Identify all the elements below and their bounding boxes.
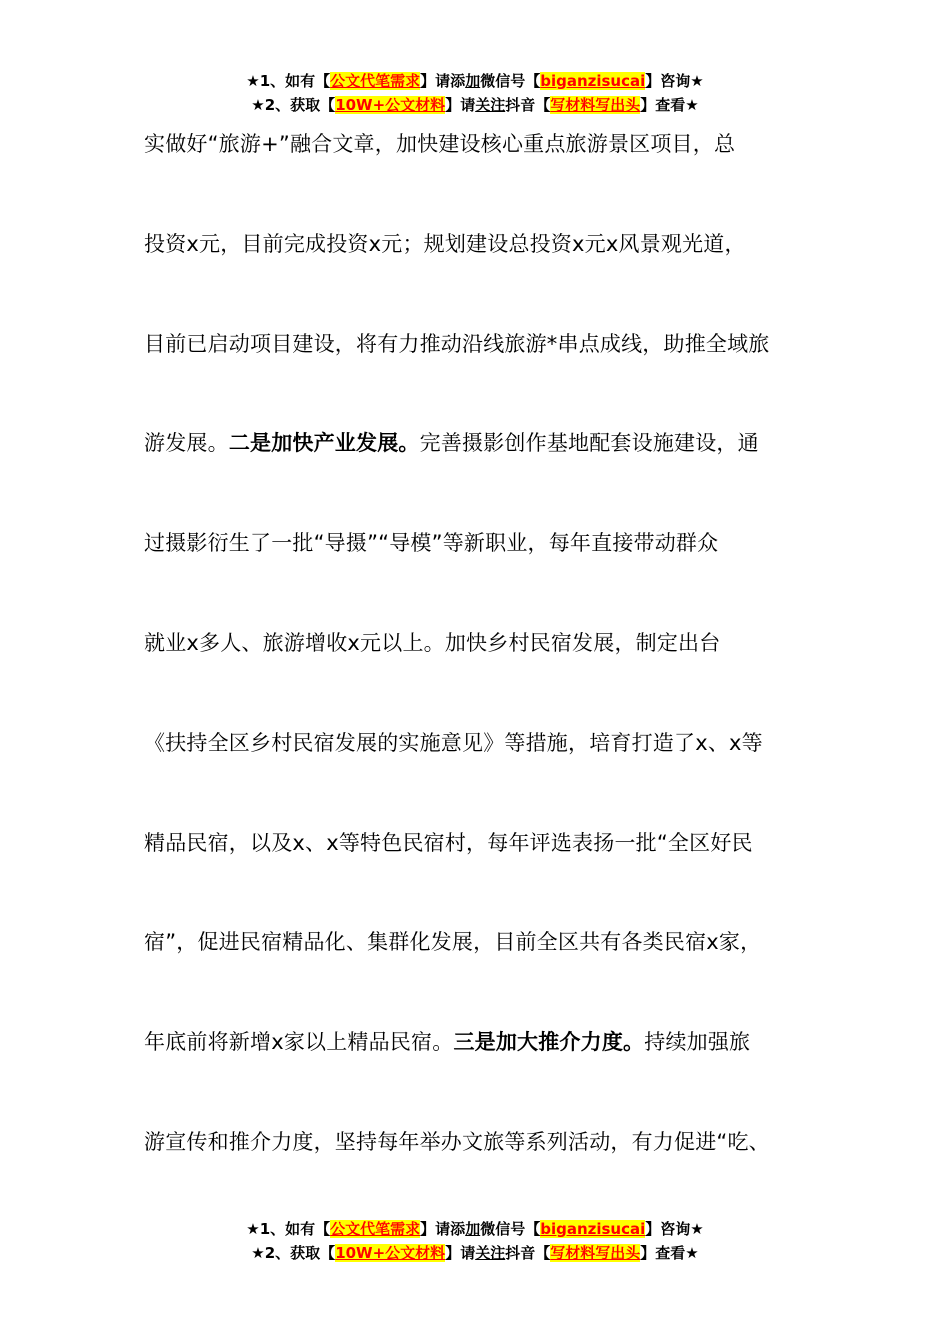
body-text-run: 精品民宿，以及x、x等特色民宿村，每年评选表扬一批“全区好民 [144,830,753,855]
body-text-run: 就业x多人、旅游增收x元以上。加快乡村民宿发展，制定出台 [144,630,721,655]
text-line [144,818,812,918]
text-line [144,518,812,618]
banner-line-1 [0,1217,950,1241]
highlight-service: 公文代笔需求 [330,72,421,90]
highlight-materials: 10W+公文材料 [335,1244,446,1262]
highlight-materials: 10W+公文材料 [335,96,446,114]
bold-heading-text: 二是加快产业发展。 [228,431,420,456]
banner-line-1 [0,69,950,93]
text-line [144,119,812,219]
banner-underlined-text: 关注 [475,1244,506,1262]
banner-text: 微信号【 [480,72,541,90]
banner-text: 】咨询★ [645,72,704,90]
banner-text: 抖音【 [505,1244,551,1262]
text-line [144,718,812,818]
banner-text: 抖音【 [505,96,551,114]
body-text-run: 过摄影衍生了一批“导摄”“导模”等新职业，每年直接带动群众 [144,531,719,556]
banner-text: ★1、如有【 [246,1220,331,1238]
text-line [144,1117,812,1217]
text-line [144,219,812,319]
highlight-wechat-id: biganzisucai [540,1220,646,1238]
banner-line-2 [0,93,950,117]
highlight-wechat-id: biganzisucai [540,72,646,90]
text-line [144,917,812,1017]
text-line [144,418,812,518]
banner-underlined-text: 关注 [475,96,506,114]
banner-text: 】查看★ [640,96,699,114]
body-text-run: 《扶持全区乡村民宿发展的实施意见》等措施，培育打造了x、x等 [144,730,763,755]
text-line [144,1017,812,1117]
footer-banner [0,1217,950,1265]
banner-text: 】请 [445,1244,476,1262]
highlight-service: 公文代笔需求 [330,1220,421,1238]
banner-text: 】请 [445,96,476,114]
text-line [144,319,812,419]
body-text-run: 实做好“旅游+”融合文章，加快建设核心重点旅游景区项目，总 [144,132,736,156]
banner-line-2 [0,1241,950,1265]
banner-underlined-text: 加 [465,72,481,90]
body-text-run: 游宣传和推介力度，坚持每年举办文旅等系列活动，有力促进“吃、 [144,1129,770,1154]
banner-text: 微信号【 [480,1220,541,1238]
body-text-run: 宿”，促进民宿精品化、集群化发展，目前全区共有各类民宿x家， [144,930,762,955]
highlight-douyin-account: 写材料写出头 [550,96,641,114]
header-banner [0,69,950,117]
body-text-run: 游发展。 [144,431,229,456]
banner-text: ★2、获取【 [251,1244,336,1262]
banner-text: 】查看★ [640,1244,699,1262]
body-text-run: 年底前将新增x家以上精品民宿。 [144,1030,454,1055]
document-body [144,119,812,1217]
body-text-run: 完善摄影创作基地配套设施建设，通 [419,431,759,456]
banner-text: 】请添 [420,1220,466,1238]
body-text-run: 持续加强旅 [644,1030,751,1055]
banner-text: 】请添 [420,72,466,90]
body-text-run: 目前已启动项目建设，将有力推动沿线旅游*串点成线，助推全域旅 [144,331,770,356]
text-line [144,618,812,718]
banner-text: ★2、获取【 [251,96,336,114]
banner-text: 】咨询★ [645,1220,704,1238]
bold-heading-text: 三是加大推介力度。 [453,1030,645,1055]
banner-underlined-text: 加 [465,1220,481,1238]
banner-text: ★1、如有【 [246,72,331,90]
body-text-run: 投资x元，目前完成投资x元；规划建设总投资x元x风景观光道， [144,231,746,256]
highlight-douyin-account: 写材料写出头 [550,1244,641,1262]
